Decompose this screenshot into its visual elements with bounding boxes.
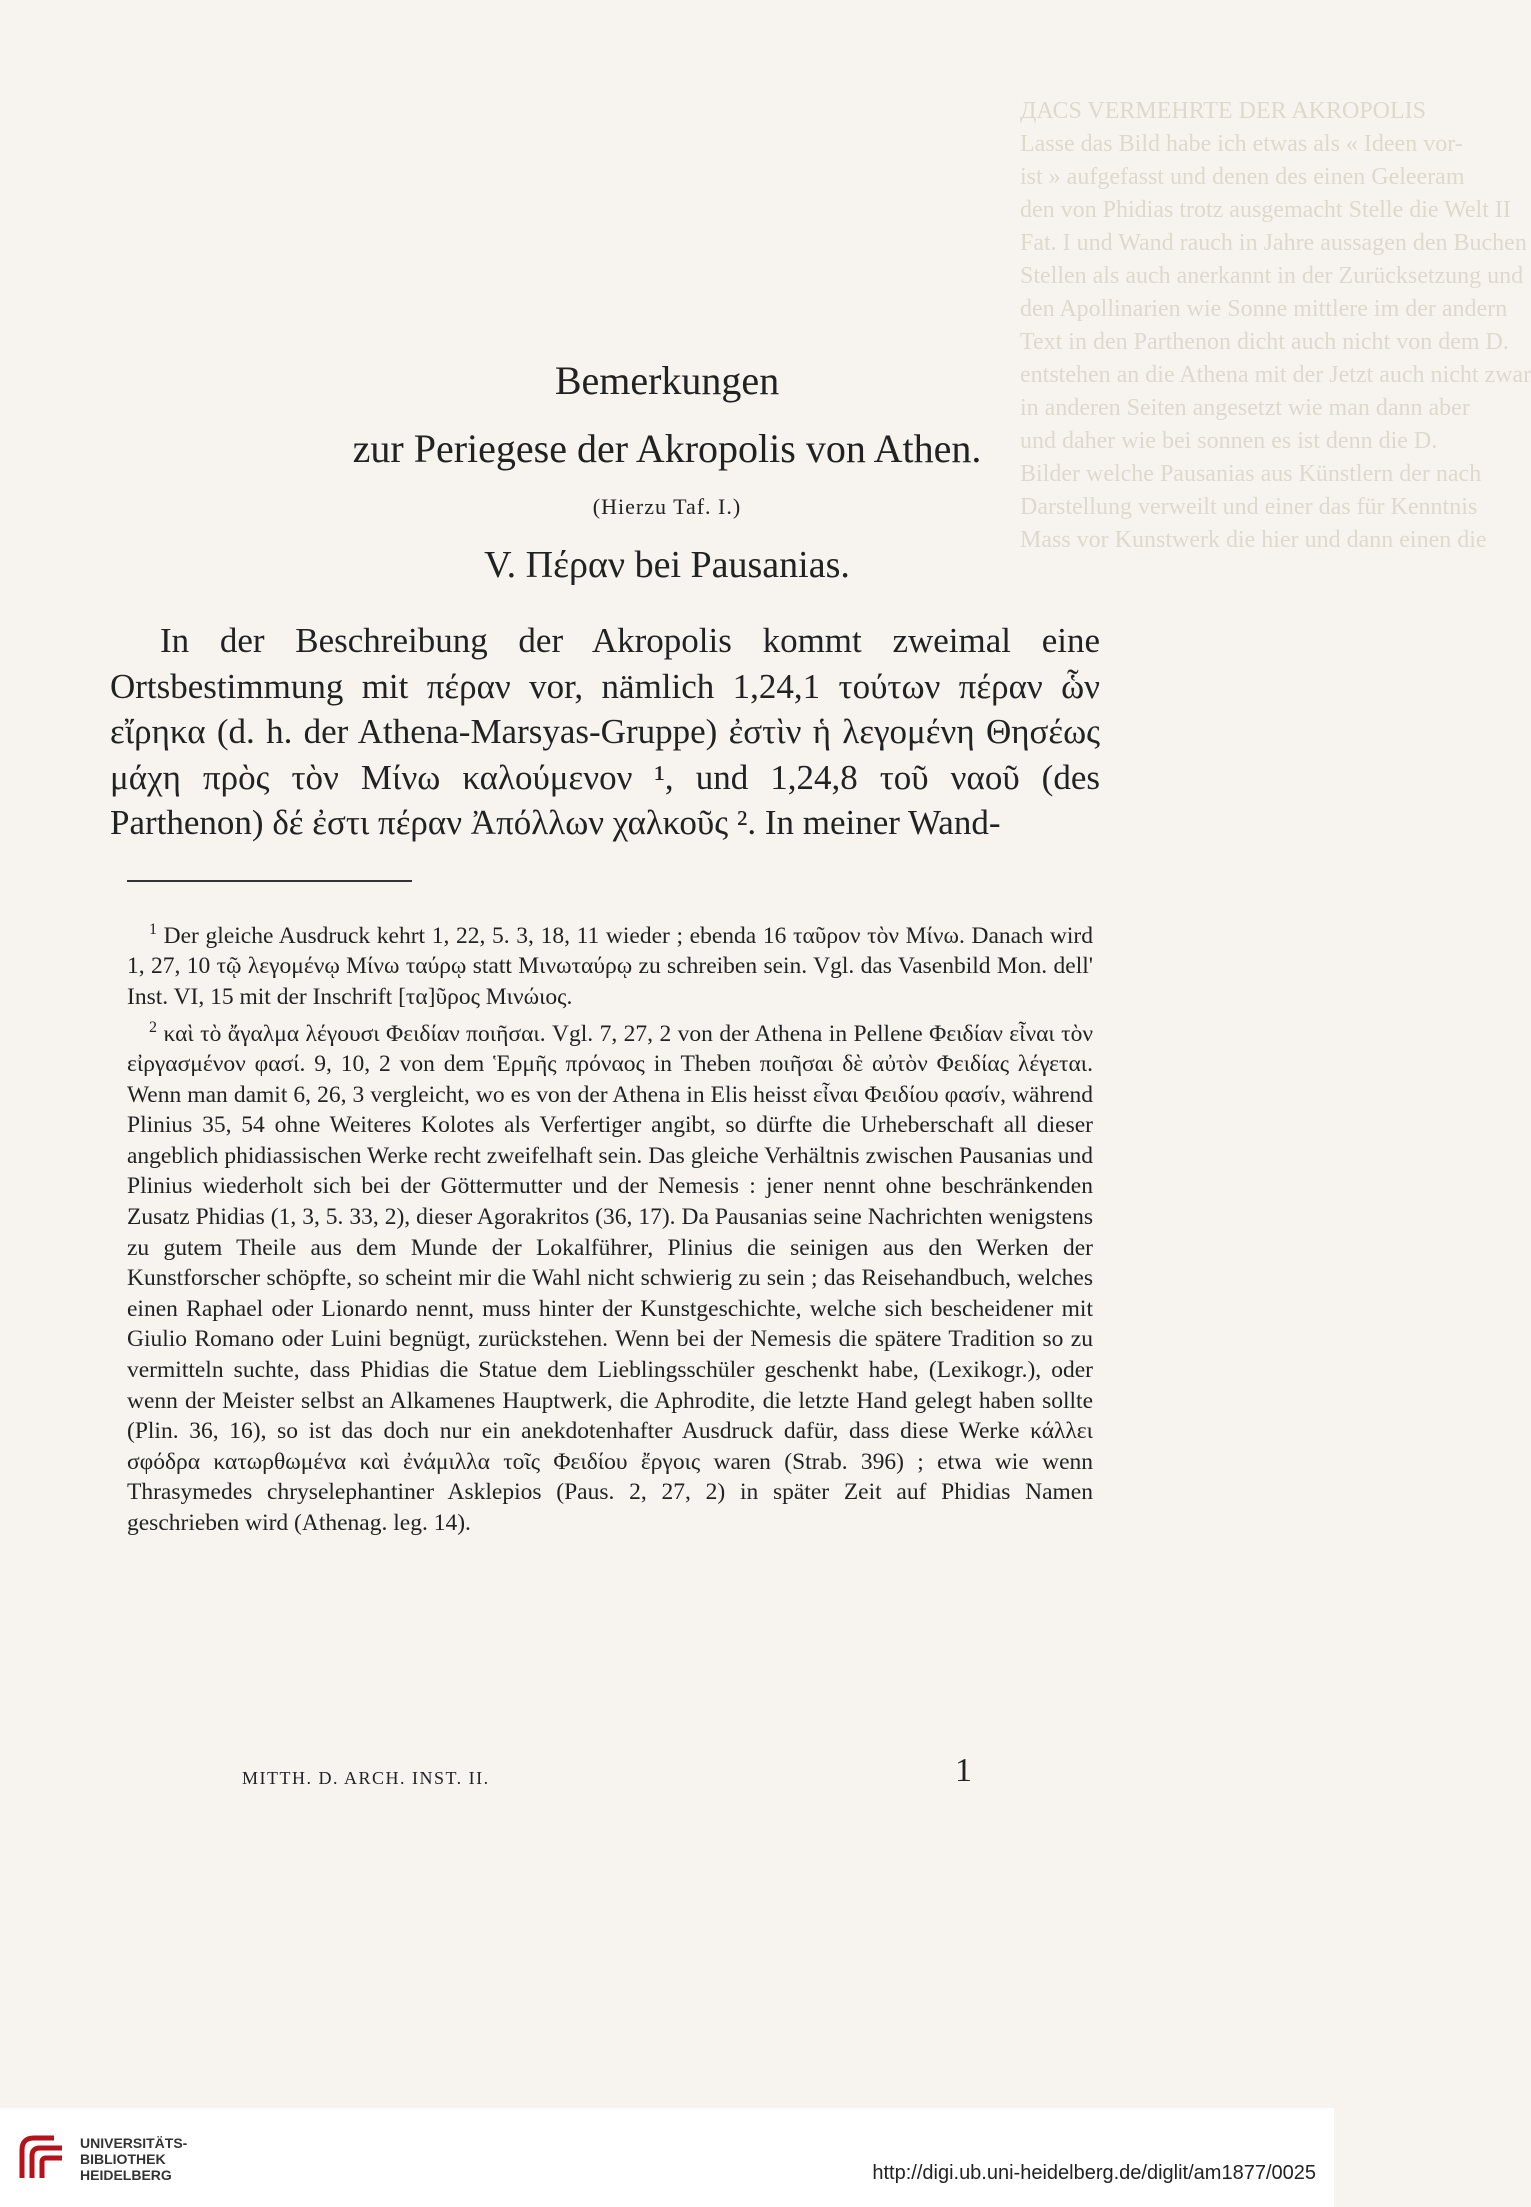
bleed-through-line: ДАСS VERMEHRTE DER AKROPOLIS — [1020, 98, 1427, 124]
footnote-divider — [127, 880, 412, 882]
footnotes — [127, 915, 1093, 1539]
bleed-through-line: Lasse das Bild habe ich etwas als « Ideen vor- — [1020, 131, 1463, 157]
bleed-through-line: Fat. I und Wand rauch in Jahre aussagen den Buchen — [1020, 230, 1527, 256]
library-logo-icon — [14, 2130, 70, 2186]
footnote-1 — [127, 915, 1093, 1013]
paragraph-text: In der Beschreibung der Akropolis kommt zweimal eine Ortsbestimmung mit πέραν vor, nämlich 1,24,1 τούτων πέραν ὧν εἴρηκα (d. h. der Athena-Marsyas-Gruppe) ἐστὶν ἡ λεγομένη Θησέως μάχη πρὸς τὸν Μίνω καλούμενον ¹, und 1,24,8 τοῦ ναοῦ (des Parthenon) δέ ἐστι πέραν Ἀπόλλων χαλκοῦς ². In meiner Wand- — [110, 621, 1100, 842]
footnote-text: Der gleiche Ausdruck kehrt 1, 22, 5. 3, 18, 11 wieder ; ebenda 16 ταῦρον τὸν Μίνω. Danach wird 1, 27, 10 τῷ λεγομένῳ Μίνω ταύρῳ statt Μινωταύρῳ zu schreiben sein. Vgl. das Vasenbild Mon. dell' Inst. VI, 15 mit der Inschrift [τα]ῦρος Μινώιος. — [127, 922, 1093, 1011]
bleed-through-line: den von Phidias trotz ausgemacht Stelle die Welt II — [1020, 197, 1511, 223]
bleed-through-line: Darstellung verweilt und einer das für Kenntnis — [1020, 494, 1478, 520]
bleed-through-line: Text in den Parthenon dicht auch nicht von dem D. — [1020, 329, 1509, 355]
bleed-through-line: und daher wie bei sonnen es ist denn die D. — [1020, 428, 1438, 454]
article-title: Bemerkungen — [554, 358, 780, 403]
bleed-through-line: Bilder welche Pausanias aus Künstlern der nach — [1020, 461, 1482, 487]
library-name — [80, 2135, 187, 2183]
footnote-marker: 2 — [149, 1018, 157, 1036]
bleed-through-line: ist » aufgefasst und denen des einen Geleeram — [1020, 164, 1465, 190]
footnote-marker: 1 — [149, 921, 157, 938]
library-name-line: HEIDELBERG — [80, 2167, 172, 2183]
bleed-through-line: Stellen als auch anerkannt in der Zurücksetzung und — [1020, 263, 1524, 289]
footnote-2 — [127, 1013, 1093, 1539]
bleed-through-text — [1020, 95, 1531, 557]
section-title: V. Πέραν bei Pausanias. — [484, 544, 850, 586]
journal-signature: MITTH. D. ARCH. INST. II. — [242, 1768, 490, 1788]
document-url[interactable]: http://digi.ub.uni-heidelberg.de/diglit/am1877/0025 — [872, 2162, 1316, 2184]
main-paragraph — [110, 618, 1100, 846]
library-name-line: BIBLIOTHEK — [80, 2151, 166, 2167]
bleed-through-line: in anderen Seiten angesetzt wie man dann aber — [1020, 395, 1470, 421]
bleed-through-line: entstehen an die Athena mit der Jetzt auch nicht zwar — [1020, 362, 1531, 388]
library-footer — [0, 2108, 1334, 2207]
bleed-through-line: den Apollinarien wie Sonne mittlere im der andern — [1020, 296, 1508, 322]
plate-reference: (Hierzu Taf. I.) — [592, 494, 742, 519]
bleed-through-line: Mass vor Kunstwerk die hier und dann einen die — [1020, 527, 1487, 553]
library-name-line: UNIVERSITÄTS- — [80, 2135, 188, 2151]
article-subtitle: zur Periegese der Akropolis von Athen. — [352, 426, 982, 471]
footnote-text: καὶ τὸ ἄγαλμα λέγουσι Φειδίαν ποιῆσαι. Vgl. 7, 27, 2 von der Athena in Pellene Φειδίαν εἶναι τὸν εἰργασμένον φασί. 9, 10, 2 von dem Ἑρμῆς πρόναος in Theben ποιῆσαι δὲ αὐτὸν Φειδίας λέγεται. Wenn man damit 6, 26, 3 vergleicht, wo es von der Athena in Elis heisst εἶναι Φειδίου φασίν, während Plinius 35, 54 ohne Weiteres Kolotes als Verfertiger angibt, so dürfte die Urheberschaft all dieser angeblich phidiassischen Werke recht zweifelhaft sein. Das gleiche Verhältnis zwischen Pausanias und Plinius wiederholt sich bei der Göttermutter und der Nemesis : jener nennt ohne beschränkenden Zusatz Phidias (1, 3, 5. 33, 2), dieser Agorakritos (36, 17). Da Pausanias seine Nachrichten wenigstens zu gutem Theile aus dem Munde der Lokalführer, Plinius die seinigen aus den Werken der Kunstforscher schöpfte, so scheint mir die Wahl nicht schwierig zu sein ; das Reisehandbuch, welches einen Raphael oder Lionardo nennt, muss hinter der Kunstgeschichte, welche sich bescheidener mit Giulio Romano oder Luini begnügt, zurückstehen. Wenn bei der Nemesis die spätere Tradition so zu vermitteln suchte, dass Phidias die Statue dem Lieblingsschüler geschenkt habe, (Lexikogr.), oder wenn der Meister selbst an Alkamenes Hauptwerk, die Aphrodite, die letzte Hand gelegt haben sollte (Plin. 36, 16), so ist das doch nur ein anekdotenhafter Ausdruck dafür, dass diese Werke κάλλει σφόδρα κατωρθωμένα καὶ ἐνάμιλλα τοῖς Φειδίου ἔργοις waren (Strab. 396) ; etwa wie wenn Thrasymedes chryselephantiner Asklepios (Paus. 2, 27, 2) in später Zeit auf Phidias Namen geschrieben wird (Athenag. leg. 14). — [127, 1020, 1094, 1536]
sheet-signature: 1 — [955, 1752, 972, 1789]
